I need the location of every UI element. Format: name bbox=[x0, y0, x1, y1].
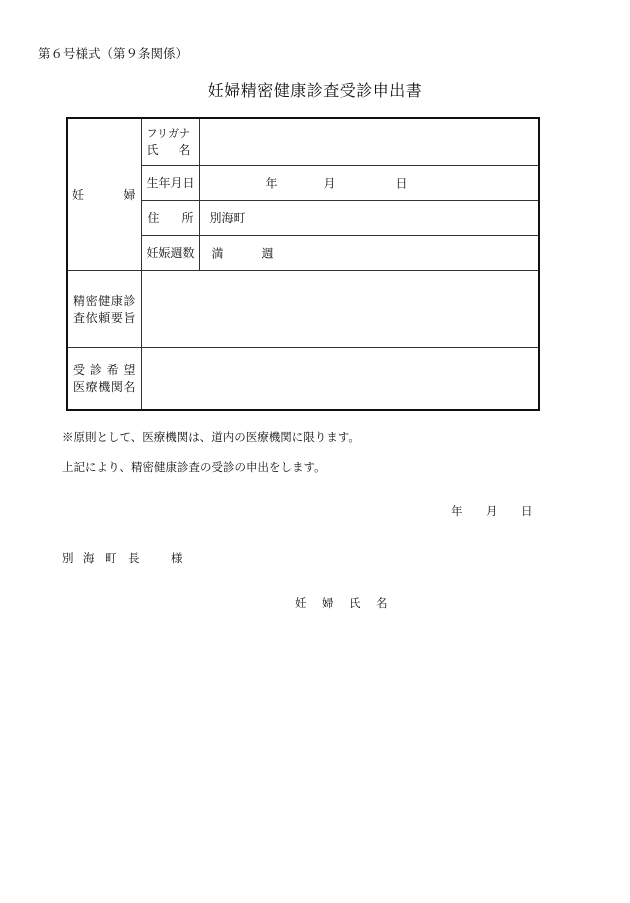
hospital-label-line2: 医 療 機 関 名 bbox=[73, 380, 136, 395]
address-field[interactable]: 別海町 bbox=[199, 200, 539, 235]
name-label: 氏 名 bbox=[146, 142, 191, 157]
birth-day-unit: 日 bbox=[395, 176, 408, 190]
document-title: 妊婦精密健康診査受診申出書 bbox=[207, 81, 423, 100]
note-text: ※原則として、医療機関は、道内の医療機関に限ります。 bbox=[62, 430, 360, 444]
hospital-label-line1: 受 診 希 望 bbox=[73, 363, 136, 378]
birth-year-unit: 年 bbox=[265, 176, 278, 190]
purpose-label-line1: 精 密 健 康 診 bbox=[73, 293, 136, 308]
birthdate-label: 生年月日 bbox=[141, 165, 199, 200]
application-form-table bbox=[66, 117, 540, 411]
furigana-label: フリガナ bbox=[146, 126, 190, 140]
pregnancy-weeks-field[interactable] bbox=[199, 235, 539, 270]
statement-text: 上記により、精密健康診査の受診の申出をします。 bbox=[62, 460, 326, 474]
address-label: 住 所 bbox=[147, 211, 194, 225]
name-field[interactable] bbox=[199, 118, 539, 165]
date-day: 日 bbox=[521, 504, 533, 518]
weeks-prefix: 満 bbox=[211, 246, 224, 260]
hospital-field[interactable] bbox=[141, 347, 539, 410]
date-month: 月 bbox=[486, 504, 498, 518]
birth-month-unit: 月 bbox=[323, 176, 336, 190]
purpose-field[interactable] bbox=[141, 270, 539, 347]
pregnancy-weeks-label: 妊娠週数 bbox=[141, 235, 199, 270]
name-row bbox=[67, 118, 539, 165]
birthdate-field[interactable] bbox=[199, 165, 539, 200]
address-label-cell bbox=[141, 200, 199, 235]
purpose-label-cell bbox=[67, 270, 141, 347]
pregnant-woman-label: 妊 婦 bbox=[72, 187, 136, 202]
name-label-cell bbox=[141, 118, 199, 165]
date-year: 年 bbox=[451, 504, 463, 518]
purpose-row bbox=[67, 270, 539, 347]
hospital-row bbox=[67, 347, 539, 410]
pregnant-woman-label-cell bbox=[67, 118, 141, 270]
hospital-label-cell bbox=[67, 347, 141, 410]
form-number: 第６号様式（第９条関係） bbox=[38, 46, 189, 61]
purpose-label-line2: 査 依 頼 要 旨 bbox=[73, 310, 136, 325]
weeks-unit: 週 bbox=[261, 246, 274, 260]
